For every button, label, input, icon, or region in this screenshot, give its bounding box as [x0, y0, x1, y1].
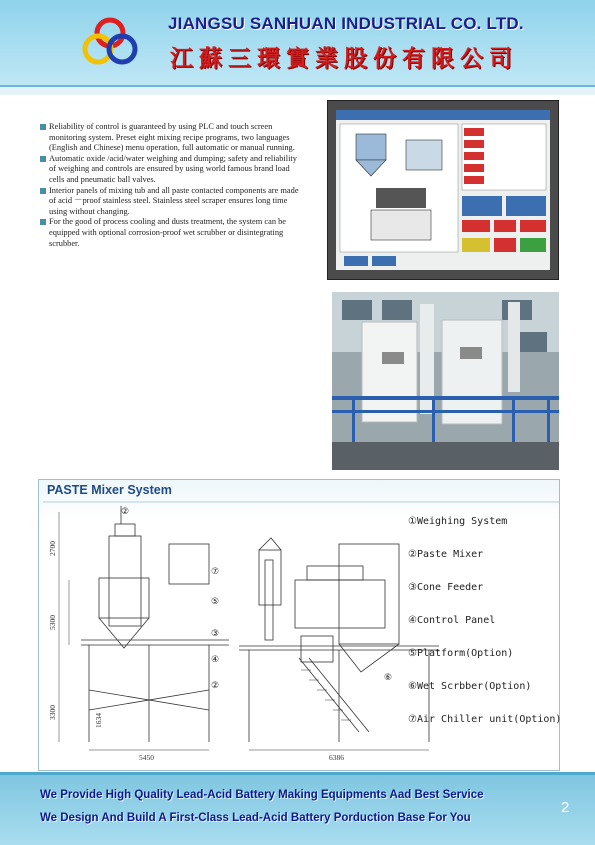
- page-number: 2: [561, 799, 570, 816]
- company-name-cn: 江蘇三環實業股份有限公司: [170, 45, 518, 72]
- legend-item: ④Control Panel: [408, 615, 496, 626]
- dim-w-right: 6386: [329, 753, 344, 762]
- touch-screen-photo: [327, 100, 559, 280]
- feature-item: Interior panels of mixing tub and all paste contacted components are made of acid －proof stainless steel. Stainless steel scraper ensures long time using without changing.: [40, 186, 302, 218]
- callout-2-right: ②: [211, 681, 220, 691]
- feature-item: For the good of process cooling and dusts treatment, the system can be equipped with optional corrosion-proof wet scrubber or disintegrating scrubber.: [40, 217, 302, 249]
- legend-item: ⑦Air Chiller unit(Option): [408, 714, 562, 725]
- feature-list: [40, 122, 302, 249]
- callout-7: ⑦: [211, 567, 220, 577]
- footer-slogan-1: We Provide High Quality Lead-Acid Battery Making Equipments Aad Best Service: [40, 789, 484, 801]
- header-band: [0, 87, 595, 95]
- dim-h-mid: 5300: [48, 615, 57, 630]
- callout-3: ③: [211, 629, 220, 639]
- section-title: PASTE Mixer System: [47, 483, 172, 497]
- callout-4: ④: [211, 655, 220, 665]
- dim-h-bottom: 3300: [48, 705, 57, 720]
- hmi-diagram: [336, 110, 550, 270]
- legend-item: ③Cone Feeder: [408, 582, 484, 593]
- company-logo: [80, 16, 140, 68]
- component-legend: [408, 505, 561, 736]
- footer-slogan-2: We Design And Build A First-Class Lead-Acid Battery Porduction Base For You: [40, 812, 471, 824]
- page-footer: [0, 772, 595, 845]
- plant-photo: [332, 292, 559, 470]
- page-header: [0, 0, 595, 87]
- legend-item: ⑤Platform(Option): [408, 648, 514, 659]
- dim-w-left: 5450: [139, 753, 154, 762]
- callout-6: ⑥: [384, 673, 393, 683]
- callout-2-left: ②: [121, 507, 130, 517]
- legend-item: ⑥Wet Scrbber(Option): [408, 681, 532, 692]
- feature-item: Automatic oxide /acid/water weighing and dumping; safety and reliability of weighing and controls are ensured by using world famous brand load cells and pneumatic ball valves.: [40, 154, 302, 186]
- dim-h-top: 2700: [48, 541, 57, 556]
- feature-item: Reliability of control is guaranteed by using PLC and touch screen monitoring system. Preset eight mixing recipe programs, two languages (English and Chinese) menu operation, full automatic or manual running.: [40, 122, 302, 154]
- legend-item: ①Weighing System: [408, 516, 508, 527]
- company-name-en: JIANGSU SANHUAN INDUSTRIAL CO. LTD.: [168, 14, 524, 33]
- dim-h-inner: 1634: [94, 713, 103, 728]
- callout-5: ⑤: [211, 597, 220, 607]
- legend-item: ②Paste Mixer: [408, 549, 484, 560]
